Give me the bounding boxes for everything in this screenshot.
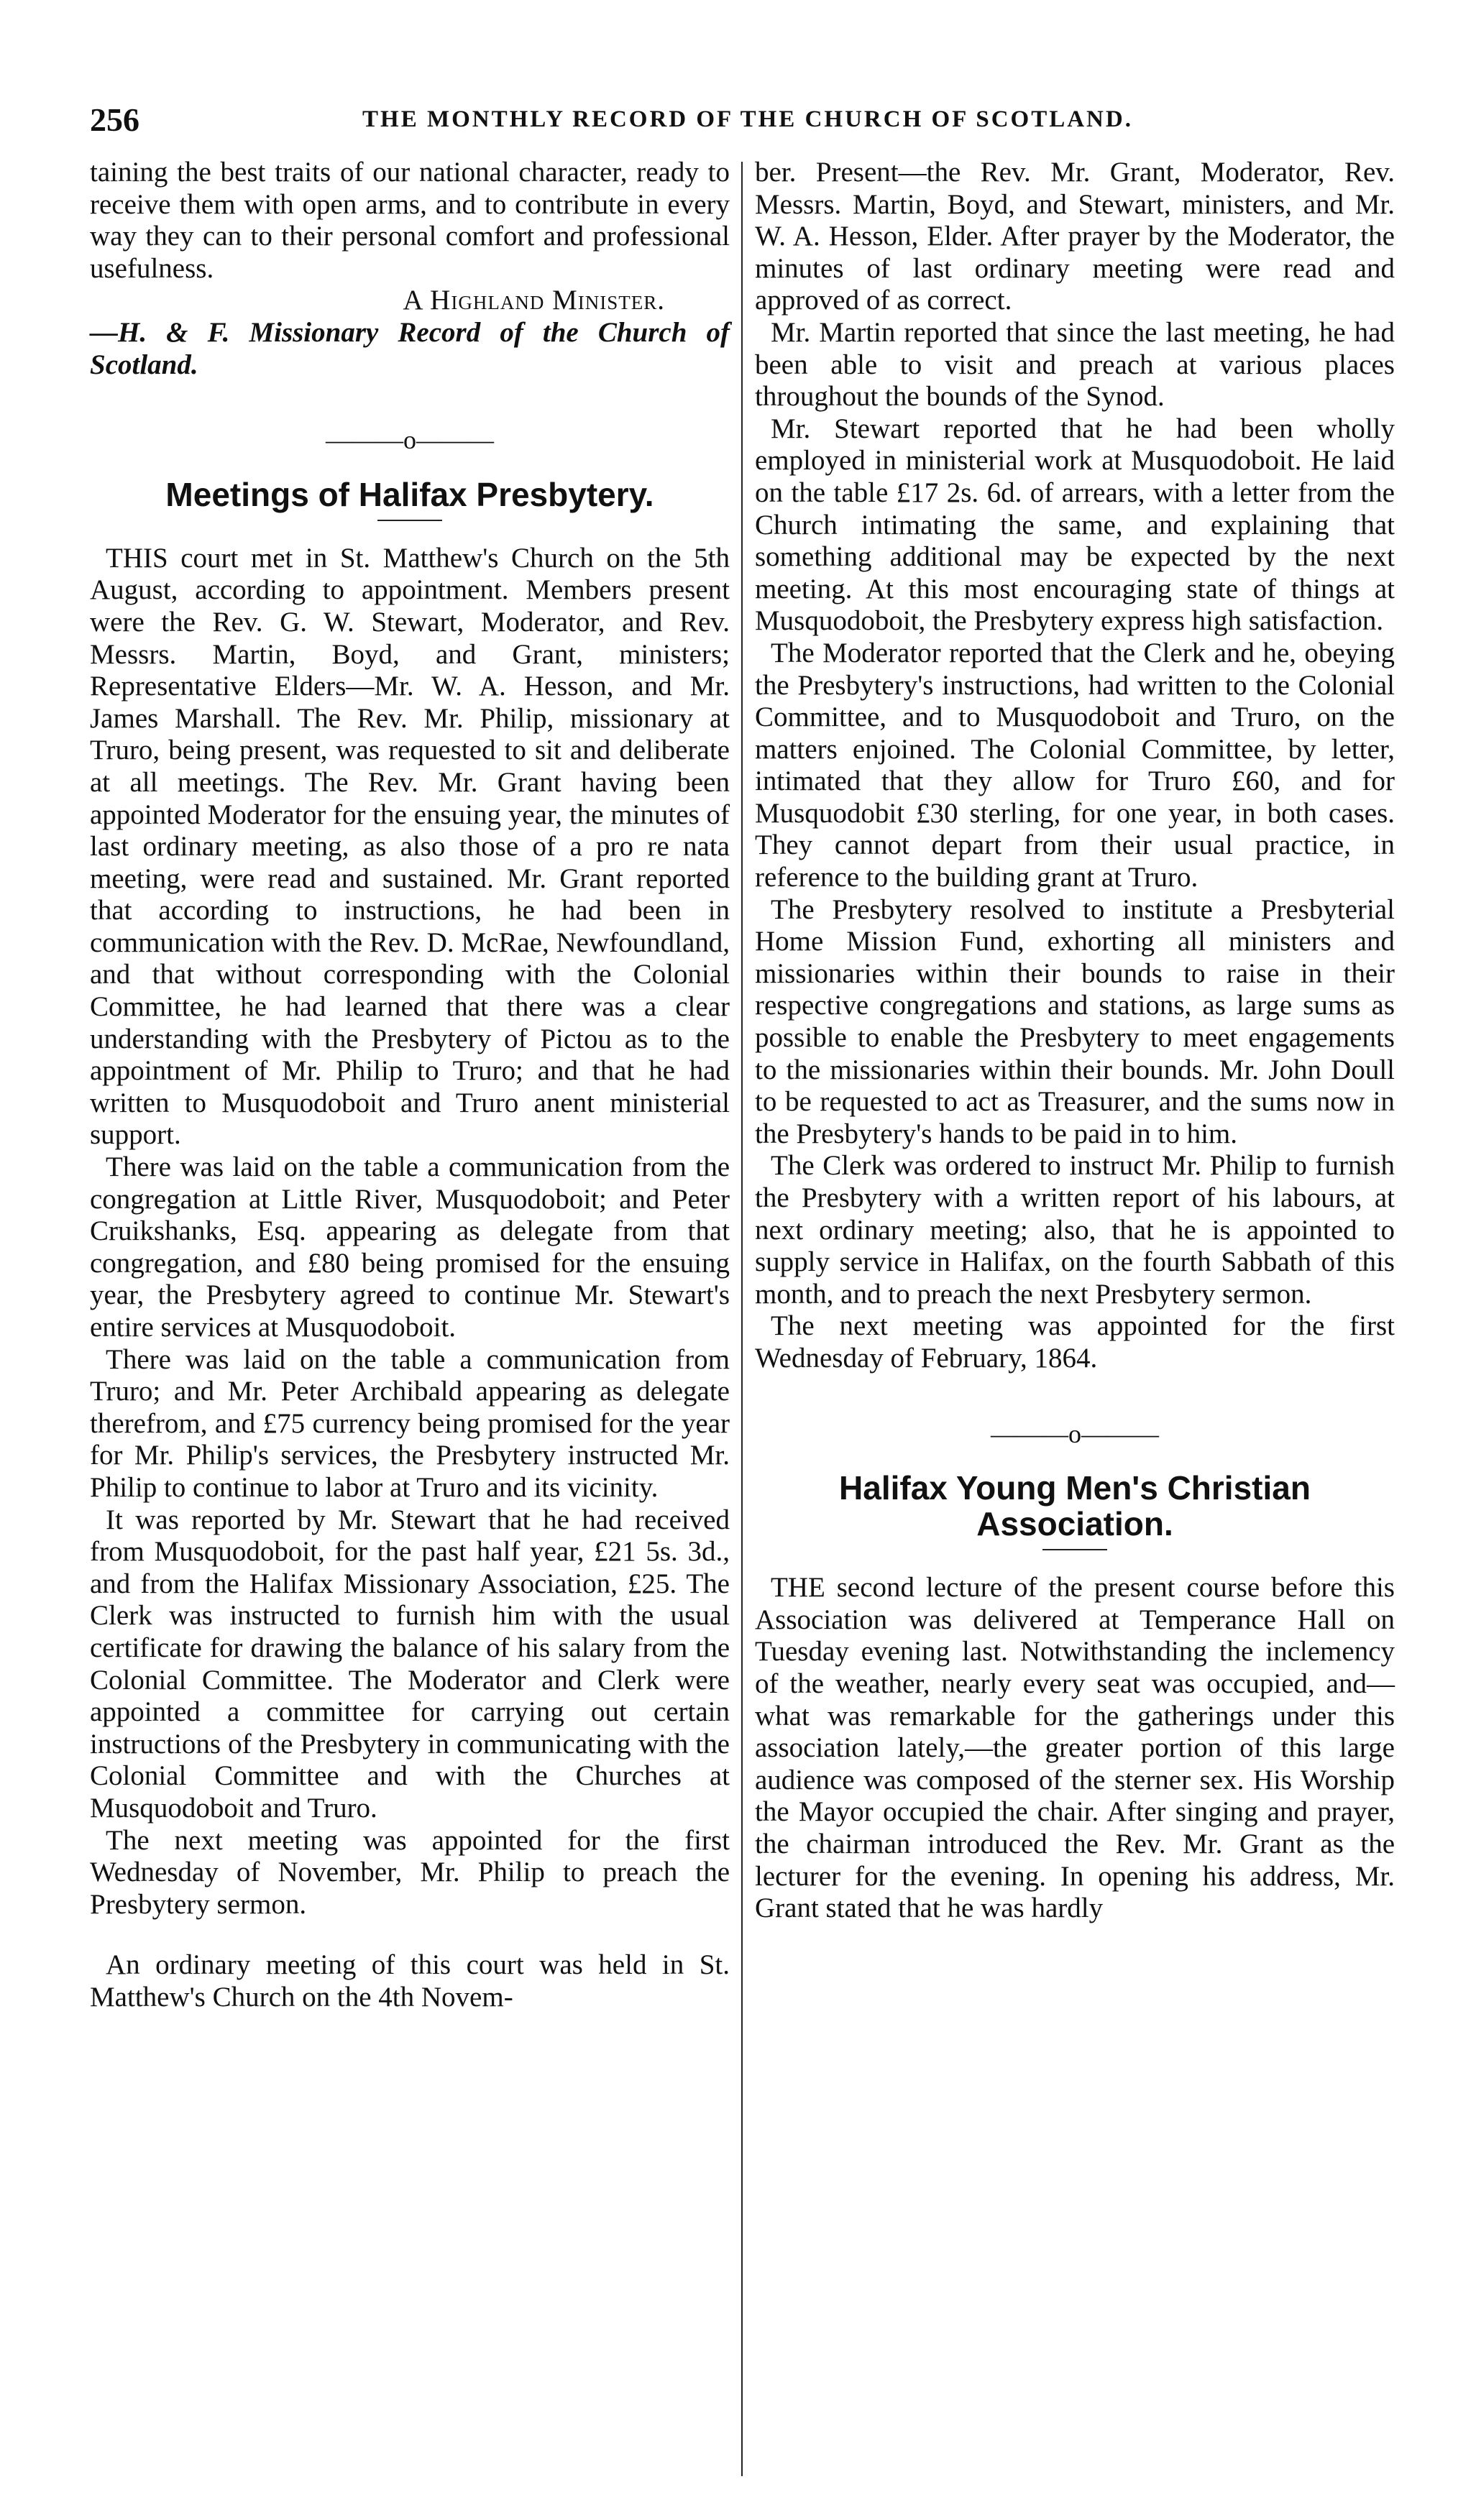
- section-title-presbytery: Meetings of Halifax Presbytery.: [165, 475, 654, 513]
- title-rule: [377, 520, 442, 521]
- section-title-ymca: Halifax Young Men's Christian Association.: [839, 1469, 1311, 1543]
- section-break: ———o———: [991, 1419, 1159, 1448]
- section-break: ———o———: [326, 426, 494, 455]
- source-citation: —H. & F. Missionary Record of the Church of Scotland.: [90, 316, 730, 380]
- paragraph: The next meeting was appointed for the first Wednesday of February, 1864.: [755, 1310, 1395, 1374]
- paragraph: Mr. Martin reported that since the last meeting, he had been able to visit and preach at various places throughout the bounds of the Synod.: [755, 316, 1395, 413]
- continued-paragraph: taining the best traits of our national character, ready to receive them with open arms, and to contribute in every way they can to their personal comfort and professional usefulness.: [90, 157, 730, 284]
- paragraph: The next meeting was appointed for the first Wednesday of November, Mr. Philip to preach the Presbytery sermon.: [90, 1824, 730, 1920]
- paragraph: THIS court met in St. Matthew's Church on the 5th August, according to appointment. Members present were the Rev. G. W. Stewart, Moderator, and Rev. Messrs. Martin, Boyd, and Grant, ministers; Representative Elders—Mr. W. A. Hesson, and Mr. James Marshall. The Rev. Mr. Philip, missionary at Truro, being present, was requested to sit and deliberate at all meetings. The Rev. Mr. Grant having been appointed Moderator for the ensuing year, the minutes of last ordinary meeting, as also those of a pro re nata meeting, were read and sustained. Mr. Grant reported that according to instructions, he had been in communication with the Rev. D. McRae, Newfoundland, and that without corresponding with the Colonial Committee, he had learned that there was a clear understanding with the Presbytery of Pictou as to the appointment of Mr. Philip to Truro; and that he had written to Musquodoboit and Truro anent ministerial support.: [90, 542, 730, 1151]
- paragraph: Mr. Stewart reported that he had been wholly employed in ministerial work at Musquodoboit. He laid on the table £17 2s. 6d. of arrears, with a letter from the Church intimating the same, and explaining that something additional may be expected by the next meeting. At this most encouraging state of things at Musquodoboit, the Presbytery express high satisfaction.: [755, 413, 1395, 637]
- page-number: 256: [90, 101, 139, 138]
- paragraph: The Clerk was ordered to instruct Mr. Philip to furnish the Presbytery with a written report of his labours, at next ordinary meeting; also, that he is appointed to supply service in Halifax, on the fourth Sabbath of this month, and to preach the next Presbytery sermon.: [755, 1150, 1395, 1310]
- title-rule: [1042, 1549, 1107, 1550]
- left-column: [90, 157, 730, 2013]
- paragraph: There was laid on the table a communication from Truro; and Mr. Peter Archibald appearing as delegate therefrom, and £75 currency being promised for the year for Mr. Philip's services, the Presbytery instructed Mr. Philip to continue to labor at Truro and its vicinity.: [90, 1343, 730, 1503]
- page-header: [90, 101, 1406, 137]
- paragraph: It was reported by Mr. Stewart that he had received from Musquodoboit, for the past half year, £21 5s. 3d., and from the Halifax Missionary Association, £25. The Clerk was instructed to furnish him with the usual certificate for drawing the balance of his salary from the Colonial Committee. The Moderator and Clerk were appointed a committee for carrying out certain instructions of the Presbytery in communicating with the Colonial Committee and with the Churches at Musquodoboit and Truro.: [90, 1504, 730, 1824]
- paragraph: The Moderator reported that the Clerk and he, obeying the Presbytery's instructions, had written to the Colonial Committee, and to Musquodoboit and Truro, on the matters enjoined. The Colonial Committee, by letter, intimated that they allow for Truro £60, and for Musquodobit £30 sterling, for one year, in both cases. They cannot depart from their usual practice, in reference to the building grant at Truro.: [755, 637, 1395, 893]
- spacer: [90, 1921, 730, 1949]
- right-column: [755, 157, 1395, 1925]
- paragraph: An ordinary meeting of this court was held in St. Matthew's Church on the 4th Novem-: [90, 1949, 730, 2013]
- paragraph: The Presbytery resolved to institute a Presbyterial Home Mission Fund, exhorting all ministers and missionaries within their bounds to raise in their respective congregations and stations, as large sums as possible to enable the Presbytery to meet engagements to the missionaries within their bounds. Mr. John Doull to be requested to act as Treasurer, and the sums now in the Presbytery's hands to be paid in to him.: [755, 893, 1395, 1149]
- signature: A Highland Minister.: [403, 285, 665, 316]
- paragraph: THE second lecture of the present course before this Association was delivered at Temperance Hall on Tuesday evening last. Notwithstanding the inclemency of the weather, nearly every seat was occupied, and—what was remarkable for the gatherings under this association lately,—the greater portion of this large audience was composed of the sterner sex. His Worship the Mayor occupied the chair. After singing and prayer, the chairman introduced the Rev. Mr. Grant as the lecturer for the evening. In opening his address, Mr. Grant stated that he was hardly: [755, 1572, 1395, 1924]
- column-rule: [741, 162, 743, 2476]
- paragraph: ber. Present—the Rev. Mr. Grant, Moderator, Rev. Messrs. Martin, Boyd, and Stewart, ministers, and Mr. W. A. Hesson, Elder. After prayer by the Moderator, the minutes of last ordinary meeting were read and approved of as correct.: [755, 157, 1395, 316]
- running-head: THE MONTHLY RECORD OF THE CHURCH OF SCOTLAND.: [362, 106, 1133, 132]
- paragraph: There was laid on the table a communication from the congregation at Little River, Musquodoboit; and Peter Cruikshanks, Esq. appearing as delegate from that congregation, and £80 being promised for the ensuing year, the Presbytery agreed to continue Mr. Stewart's entire services at Musquodoboit.: [90, 1151, 730, 1343]
